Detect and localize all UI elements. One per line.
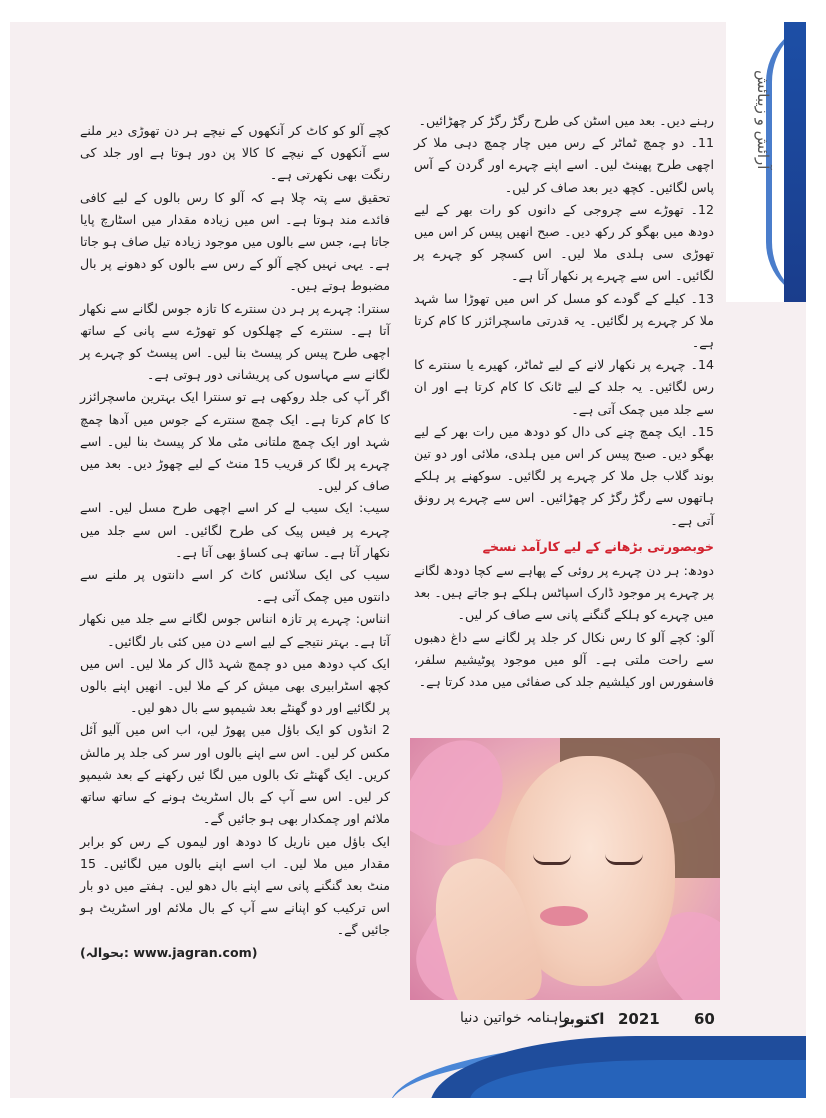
section-heading: خوبصورتی بڑھانے کے لیے کارآمد نسخے [482, 538, 714, 554]
page-number: 60 [694, 1010, 715, 1028]
paragraph: ایک کپ دودھ میں دو چمچ شہد ڈال کر ملا لیں۔ اس میں کچھ اسٹرابیری بھی میش کر کے ملا لیں۔ انھیں اپنے بالوں پر لگائیے اور دو گھنٹے بعد شیمپو سے بال دھو لیں۔ [80, 655, 390, 716]
paragraph: سنترا: چہرے پر ہر دن سنترے کا تازہ جوس لگانے سے نکھار آتا ہے۔ سنترے کے چھلکوں کو تھوڑے سے پانی کے ساتھ اچھی طرح پیس کر پیسٹ بنا لیں۔ اس پیسٹ کو چہرے پر لگانے سے مہاسوں کی پریشانی دور ہوتی ہے۔ [80, 300, 390, 383]
paragraph: کچے آلو کو کاٹ کر آنکھوں کے نیچے ہر دن تھوڑی دیر ملنے سے آنکھوں کے نیچے کا کالا پن دور ہوتا ہے اور جلد کی رنگت بھی نکھرتی ہے۔ [80, 123, 390, 183]
magazine-name: ماہنامہ خواتین دنیا [460, 1010, 571, 1026]
paragraph: 11۔ دو چمچ ٹماٹر کے رس میں چار چمچ دہی ملا کر اچھی طرح پھینٹ لیں۔ اسے اپنے چہرے اور گردن کے آس پاس لگائیں۔ کچھ دیر بعد صاف کر لیں۔ [414, 135, 714, 195]
source-citation: (بحوالہ: www.jagran.com) [80, 944, 258, 960]
paragraph: 12۔ تھوڑے سے چروجی کے دانوں کو رات بھر کے لیے دودھ میں بھگو کر رکھ دیں۔ صبح انھیں پیس کر اس میں تھوڑی سی ہلدی ملا لیں۔ اس کسچر کو چہرے پر لگائیں۔ اس سے چہرے پر نکھار آتا ہے۔ [414, 201, 714, 284]
paragraph: سیب: ایک سیب لے کر اسے اچھی طرح مسل لیں۔ اسے چہرے پر فیس پیک کی طرح لگائیں۔ اس سے جلد میں نکھار آتا ہے۔ ساتھ ہی کساؤ بھی آتا ہے۔ [80, 500, 390, 560]
paragraph: 15۔ ایک چمچ چنے کی دال کو دودھ میں رات بھر کے لیے بھگو دیں۔ صبح پیس کر اس میں ہلدی، ملائی اور دو تین بوند گلاب جل ملا کر چہرے پر لگائیں۔ سوکھنے پر ہلکے ہاتھوں سے رگڑ رگڑ کر چھڑائیں۔ اس سے چہرے پر رونق آتی ہے۔ [414, 423, 714, 528]
paragraph: 13۔ کیلے کے گودے کو مسل کر اس میں تھوڑا سا شہد ملا کر چہرے پر لگائیں۔ یہ قدرتی ماسچرائزر کا کام کرتا ہے۔ [414, 290, 714, 351]
paragraph: رہنے دیں۔ بعد میں اسٹن کی طرح رگڑ رگڑ کر چھڑائیں۔ [418, 113, 714, 128]
footer-decoration [10, 1000, 806, 1098]
paragraph: 14۔ چہرے پر نکھار لانے کے لیے ٹماٹر، کھیرے یا سنترے کا رس لگائیں۔ یہ جلد کے لیے ٹانک کا کام کرتا ہے اور ان سے جلد میں چمک آتی ہے۔ [414, 357, 714, 417]
paragraph: 2 انڈوں کو ایک باؤل میں پھوڑ لیں، اب اس میں آلیو آئل مکس کر لیں۔ اس سے اپنے بالوں اور سر کی جلد پر مالش کریں۔ ایک گھنٹے تک بالوں میں لگا ئیں رکھنے کے بعد شیمپو کر لیں۔ اس سے آپ کے بال اسٹریٹ ہونے کے ساتھ ساتھ ملائم اور چمکدار بھی ہو جائیں گے۔ [80, 722, 390, 827]
issue-year: 2021 [618, 1010, 660, 1028]
paragraph: انناس: چہرے پر تازہ انناس جوس لگانے سے جلد میں نکھار آتا ہے۔ بہتر نتیجے کے لیے اسے دن میں کئی بار لگائیں۔ [80, 611, 390, 649]
paragraph: اگر آپ کی جلد روکھی ہے تو سنترا ایک بہترین ماسچرائزر کا کام کرتا ہے۔ ایک چمچ سنترے کے جوس میں آدھا چمچ شہد اور ایک چمچ ملتانی مٹی ملا کر پیسٹ بنا لیں۔ اسے چہرے پر لگا کر قریب 15 منٹ کے لیے چھوڑ دیں۔ بعد میں صاف کر لیں۔ [80, 389, 390, 494]
paragraph: دودھ: ہر دن چہرے پر روئی کے پھاہے سے کچا دودھ لگانے پر چہرے پر موجود ڈارک اسپاٹس ہلکے ہو جاتے ہیں۔ بعد میں چہرے کو ہلکے گنگنے پانی سے صاف کر لیں۔ [414, 563, 714, 623]
issue-month: اکتوبر [560, 1010, 605, 1028]
beauty-photo [410, 738, 720, 1000]
paragraph: سیب کی ایک سلائس کاٹ کر اسے دانتوں پر ملنے سے دانتوں میں چمک آتی ہے۔ [80, 567, 390, 605]
section-title: آرائش و زیبائش [754, 70, 772, 170]
paragraph: ایک باؤل میں ناریل کا دودھ اور لیموں کے رس کو برابر مقدار میں ملا لیں۔ اب اسے اپنے بالوں میں لگائیں۔ 15 منٹ بعد گنگنے پانی سے اپنے بال دھو لیں۔ ہفتے میں دو بار اس ترکیب کو اپنانے سے آپ کے بال ملائم اور اسٹریٹ ہو جائیں گے۔ [80, 833, 390, 938]
paragraph: تحقیق سے پتہ چلا ہے کہ آلو کا رس بالوں کے لیے کافی فائدے مند ہوتا ہے۔ اس میں زیادہ مقدار میں اسٹارچ پایا جاتا ہے، جس سے بالوں میں موجود زیادہ تیل صاف ہو جاتا ہے۔ یہی نہیں کچے آلو کے رس سے بالوں کو دھونے پر بال مضبوط ہوتے ہیں۔ [80, 189, 390, 294]
right-column [414, 110, 714, 693]
left-column [80, 120, 390, 964]
lips [540, 906, 588, 926]
paragraph: آلو: کچے آلو کا رس نکال کر جلد پر لگانے سے داغ دھبوں سے راحت ملتی ہے۔ آلو میں موجود پوٹیشیم سلفر، فاسفورس اور کیلشیم جلد کی صفائی میں مدد کرتا ہے۔ [414, 629, 714, 690]
